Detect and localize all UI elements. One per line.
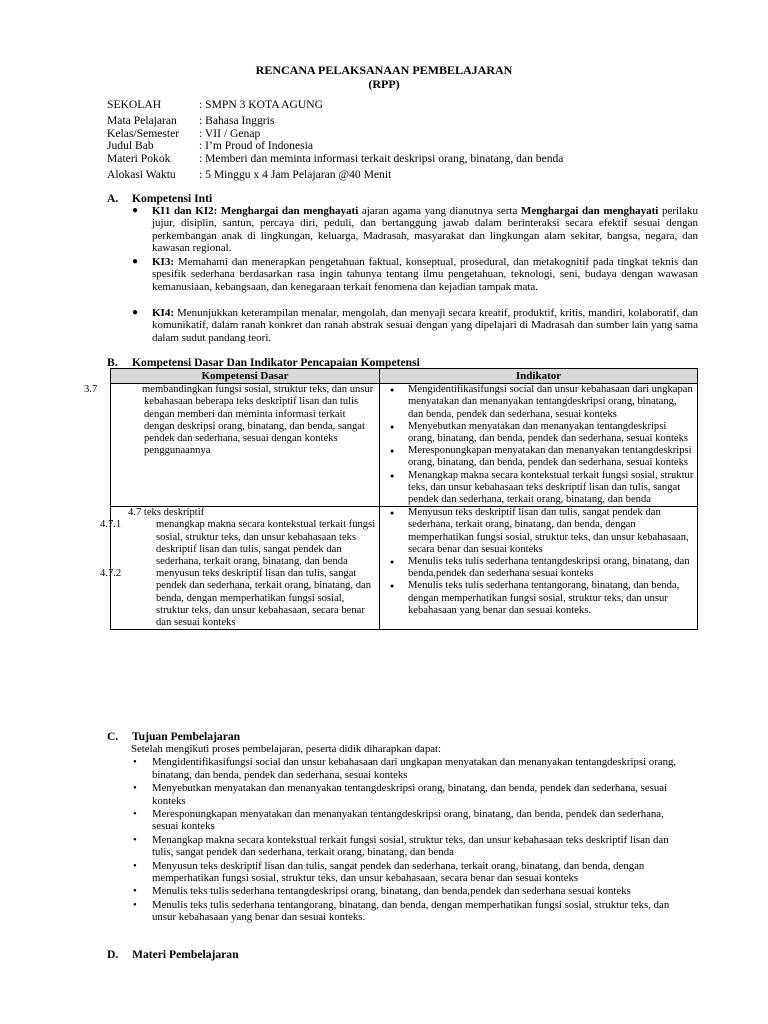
identity-value: : I’m Proud of Indonesia bbox=[199, 139, 313, 153]
list-item: • Menulis teks tulis sederhana tentangorang, binatang, dan benda, dengan memperhatikan fungsi sosial, struktur teks, dan unsur kebahasaan yang benar dan sesuai konteks. bbox=[131, 899, 691, 924]
section-letter: B. bbox=[107, 356, 118, 369]
list-item: ● Menyebutkan menyatakan dan menanyakan tentangdeskripsi orang, binatang, dan benda, pendek dan sederhana, sesuai konteks bbox=[383, 421, 694, 445]
identity-label: Materi Pokok bbox=[107, 151, 171, 165]
identity-value: : Bahasa Inggris bbox=[199, 114, 275, 128]
identity-row bbox=[107, 140, 563, 152]
list-item: • Menyebutkan menyatakan dan menanyakan tentangdeskripsi orang, binatang, dan benda, pendek dan sederhana, sesuai konteks bbox=[131, 782, 691, 807]
kd-cell bbox=[84, 384, 380, 507]
identity-value: : Memberi dan meminta informasi terkait deskripsi orang, binatang, dan benda bbox=[199, 151, 564, 165]
kd-text: membandingkan fungsi sosial, struktur teks, dan unsur kebahasaan beberapa teks deskriptif lisan dan tulis dengan memberi dan meminta informasi terkait dengan deskripsi orang, binatang, dan benda, sangat pendek dan sederhana, sesuai dengan konteks penggunaannya bbox=[142, 384, 374, 457]
list-item: ● Menyusun teks deskriptif lisan dan tulis, sangat pendek dan sederhana, terkait orang, binatang, dan benda, dengan memperhatikan fungsi sosial, struktur teks, dan unsur kebahasaan, secara benar dan sesuai konteks bbox=[383, 507, 694, 556]
kd-number: 4.7.1 bbox=[100, 519, 122, 531]
kd-heading: 4.7 teks deskriptif bbox=[128, 507, 205, 519]
identity-row bbox=[107, 115, 563, 127]
tujuan-list bbox=[131, 756, 691, 923]
identity-value: : SMPN 3 KOTA AGUNG bbox=[199, 98, 324, 111]
identity-label: Judul Bab bbox=[107, 139, 154, 153]
section-letter: C. bbox=[107, 730, 119, 743]
identity-block bbox=[107, 99, 563, 181]
identity-value: : VII / Genap bbox=[199, 126, 261, 140]
list-item: ● Meresponungkapan menyatakan dan menanyakan tentangdeskripsi orang, binatang, dan benda, pendek dan sederhana, sesuai konteks bbox=[383, 445, 694, 469]
table-row bbox=[111, 384, 698, 507]
section-title: Kompetensi Inti bbox=[132, 192, 213, 205]
ki-item bbox=[132, 256, 698, 293]
section-letter: A. bbox=[107, 192, 119, 205]
ki-item bbox=[132, 205, 699, 255]
identity-row bbox=[107, 153, 563, 165]
identity-label: Alokasi Waktu bbox=[107, 168, 176, 182]
indikator-cell bbox=[380, 384, 698, 507]
kd-subentry bbox=[100, 568, 376, 629]
table-row bbox=[111, 507, 698, 630]
list-item: • Menyusun teks deskriptif lisan dan tulis, sangat pendek dan sederhana, terkait orang, binatang, dan benda, dengan memperhatikan fungsi sosial, struktur teks, dan unsur kebahasaan, secara benar dan sesuai konteks bbox=[131, 860, 691, 885]
bullet-icon: ● bbox=[132, 307, 139, 318]
ki-bold: Menghargai dan menghayati bbox=[520, 205, 659, 217]
identity-value: : 5 Minggu x 4 Jam Pelajaran @40 Menit bbox=[199, 168, 392, 182]
list-item: ● Mengidentifikasifungsi social dan unsur kebahasaan dari ungkapan menyatakan dan menanyakan tentangdeskripsi orang, binatang, dan benda, pendek dan sederhana, sesuai konteks bbox=[383, 384, 694, 421]
list-item: ● Menulis teks tulis sederhana tentangdeskripsi orang, binatang, dan benda,pendek dan sederhana sesuai konteks bbox=[383, 556, 694, 580]
kd-subentry bbox=[100, 519, 376, 568]
indikator-list bbox=[383, 507, 694, 617]
identity-row bbox=[107, 99, 563, 111]
bullet-icon: ● bbox=[132, 256, 139, 267]
section-letter: D. bbox=[107, 948, 119, 961]
table-header-row bbox=[111, 369, 698, 384]
section-title: Tujuan Pembelajaran bbox=[132, 730, 241, 743]
ki-bold: KI1 dan KI2: Menghargai dan menghayati bbox=[152, 205, 359, 217]
bullet-icon: ● bbox=[132, 205, 139, 216]
ki-bold: KI3: bbox=[152, 256, 174, 268]
indikator-cell bbox=[380, 507, 698, 630]
ki-text: perilaku jujur, disiplin, santun, percaya diri, peduli, dan bertanggung jawab dalam berinteraksi secara efektif sesuai dengan perkembangan anak di lingkungan, keluarga, Madrasah, masyarakat dan lingkungan alam sekitar, bangsa, negara, dan kawasan regional. bbox=[152, 205, 699, 255]
identity-label: SEKOLAH bbox=[107, 98, 162, 111]
tujuan-block bbox=[131, 743, 691, 925]
ki-text: Menunjukkan keterampilan menalar, mengolah, dan menyaji secara kreatif, produktif, kritis, mandiri, kolaboratif, dan komunikatif, dalam ranah konkret dan ranah abstrak sesuai dengan yang dipelajari di Madrasah dan sumber lain yang sama dalam sudut pandang teori. bbox=[152, 307, 698, 344]
list-item: • Menulis teks tulis sederhana tentangdeskripsi orang, binatang, dan benda,pendek dan sederhana sesuai konteks bbox=[131, 885, 691, 897]
ki-text: Memahami dan menerapkan pengetahuan faktual, konseptual, prosedural, dan metakognitif pada tingkat teknis dan spesifik sederhana berdasarkan rasa ingin tahunya tentang ilmu pengetahuan, teknologi, seni, budaya dengan wawasan kemanusiaan, kebangsaan, dan kenegaraan terkait fenomena dan kejadian tampak mata. bbox=[152, 256, 698, 293]
list-item: • Meresponungkapan menyatakan dan menanyakan tentangdeskripsi orang, binatang, dan benda, pendek dan sederhana, sesuai konteks bbox=[131, 808, 691, 833]
list-item: ● Menulis teks tulis sederhana tentangorang, binatang, dan benda, dengan memperhatikan fungsi sosial, struktur teks, dan unsur kebahasaan yang benar dan sesuai konteks. bbox=[383, 580, 694, 617]
section-title: Kompetensi Dasar Dan Indikator Pencapaian Kompetensi bbox=[132, 356, 420, 369]
ki-text: ajaran agama yang dianutnya serta bbox=[358, 205, 521, 217]
table-header: Indikator bbox=[380, 369, 698, 384]
section-title: Materi Pembelajaran bbox=[132, 948, 239, 961]
document-title: RENCANA PELAKSANAAN PEMBELAJARAN bbox=[255, 63, 513, 77]
list-item: • Menangkap makna secara kontekstual terkait fungsi sosial, struktur teks, dan unsur kebahasaan teks deskriptif lisan dan tulis, sangat pendek dan sederhana, terkait orang, binatang, dan benda bbox=[131, 834, 691, 859]
identity-row bbox=[107, 128, 563, 140]
kd-number: 4.7.2 bbox=[100, 568, 122, 580]
list-item: ● Menangkap makna secara kontekstual terkait fungsi sosial, struktur teks, dan unsur kebahasaan teks deskriptif lisan dan tulis, sangat pendek dan sederhana, terkait orang, binatang, dan benda bbox=[383, 470, 694, 507]
kd-cell bbox=[100, 507, 380, 630]
identity-row bbox=[107, 169, 563, 181]
section-c-heading bbox=[107, 730, 240, 743]
kd-table bbox=[84, 368, 698, 630]
kd-entry bbox=[84, 384, 376, 457]
document-subtitle: (RPP) bbox=[368, 77, 400, 91]
ki-item bbox=[132, 307, 698, 344]
kd-text: menyusun teks deskriptif lisan dan tulis, sangat pendek dan sederhana, terkait orang, binatang, dan benda, dengan memperhatikan fungsi sosial, struktur teks, dan unsur kebahasaan, secara benar dan sesuai konteks bbox=[156, 568, 372, 629]
section-d-heading bbox=[107, 948, 239, 961]
kd-text: menangkap makna secara kontekstual terkait fungsi sosial, struktur teks, dan unsur kebahasaan teks deskriptif lisan dan tulis, sangat pendek dan sederhana, terkait orang, binatang, dan benda bbox=[156, 519, 376, 568]
table-header: Kompetensi Dasar bbox=[111, 369, 380, 384]
section-a-heading bbox=[107, 192, 212, 205]
ki-bold: KI4: bbox=[152, 307, 174, 319]
tujuan-intro: Setelah mengikuti proses pembelajaran, peserta didik diharapkan dapat: bbox=[131, 743, 442, 755]
indikator-list bbox=[383, 384, 694, 506]
kd-number: 3.7 bbox=[84, 384, 98, 396]
list-item: • Mengidentifikasifungsi social dan unsur kebahasaan dari ungkapan menyatakan dan menanyakan tentangdeskripsi orang, binatang, dan benda, pendek dan sederhana, sesuai konteks bbox=[131, 756, 691, 781]
identity-label: Kelas/Semester bbox=[107, 126, 180, 140]
identity-label: Mata Pelajaran bbox=[107, 114, 177, 128]
